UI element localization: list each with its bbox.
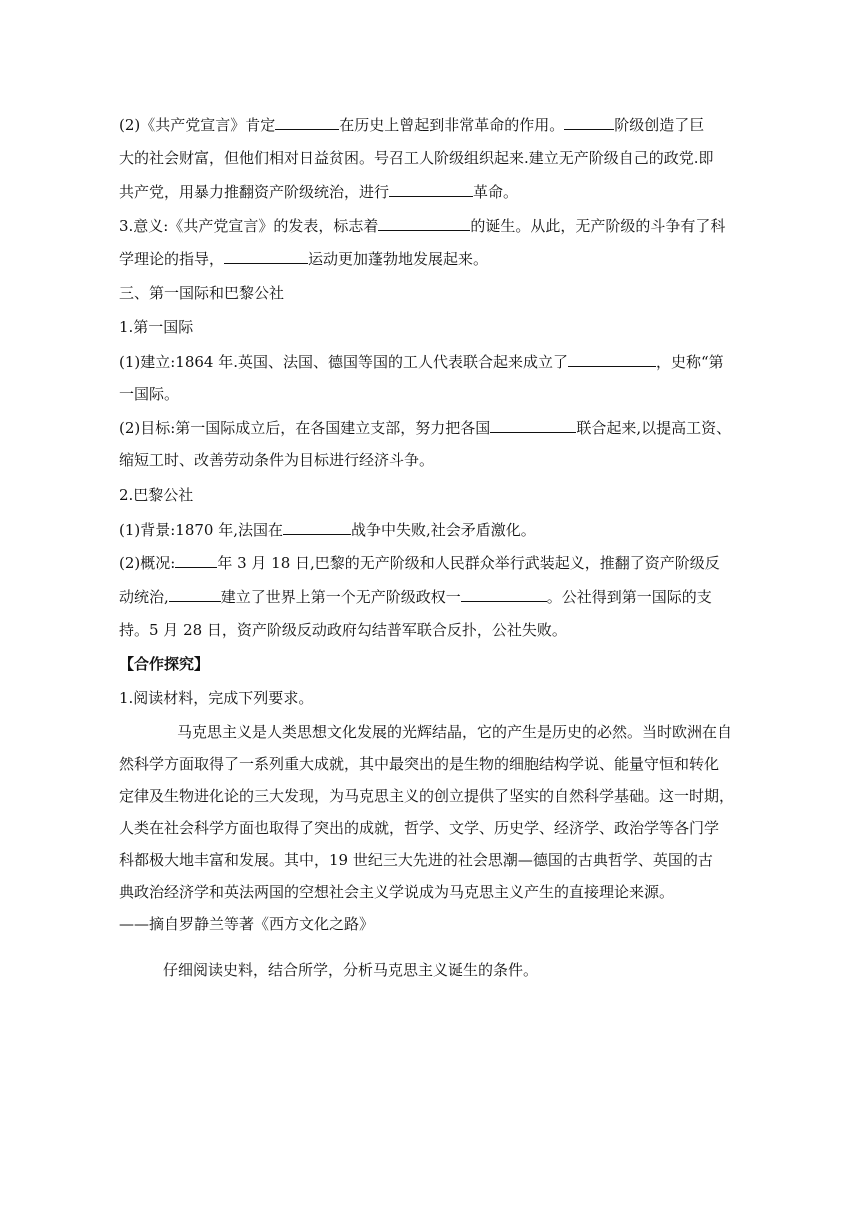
text: 定律及生物进化论的三大发现，为马克思主义的创立提供了坚实的自然科学基础。这一时期， bbox=[119, 787, 735, 805]
fill-blank[interactable] bbox=[461, 586, 547, 602]
text: 缩短工时、改善劳动条件为目标进行经济斗争。 bbox=[119, 451, 435, 469]
coop-question-1 bbox=[119, 688, 744, 708]
text: 建立了世界上第一个无产阶级政权一 bbox=[220, 588, 461, 606]
fi-goal-line-2 bbox=[119, 450, 744, 470]
fill-blank[interactable] bbox=[224, 248, 308, 264]
text: 人类在社会科学方面也取得了突出的成就，哲学、文学、历史学、经济学、政治学等各门学 bbox=[119, 819, 720, 837]
pc-overview-line-1 bbox=[119, 552, 744, 573]
fill-blank[interactable] bbox=[283, 519, 351, 535]
text: 联合起来,以提高工资、 bbox=[576, 419, 732, 437]
paris-commune-title bbox=[119, 485, 744, 505]
fi-goal-line-1 bbox=[119, 417, 744, 438]
text: 战争中失败,社会矛盾激化。 bbox=[351, 521, 536, 539]
material-line-2 bbox=[119, 754, 744, 774]
text: 1.阅读材料，完成下列要求。 bbox=[119, 689, 314, 707]
pc-overview-line-2 bbox=[119, 586, 744, 607]
text: 三、第一国际和巴黎公社 bbox=[119, 284, 285, 302]
text: 大的社会财富，但他们相对日益贫困。号召工人阶级组织起来.建立无产阶级自己的政党.即 bbox=[119, 149, 714, 167]
material-line-1 bbox=[177, 722, 744, 742]
fill-blank[interactable] bbox=[175, 552, 217, 568]
text: 持。5 月 28 日，资产阶级反动政府勾结普军联合反扑，公社失败。 bbox=[119, 621, 567, 639]
fill-blank[interactable] bbox=[564, 114, 614, 130]
q2-line-1 bbox=[119, 114, 744, 135]
q3-line-2 bbox=[119, 248, 744, 269]
material-source bbox=[119, 914, 744, 934]
text: 学理论的指导， bbox=[119, 250, 225, 268]
fill-blank[interactable] bbox=[275, 114, 339, 130]
text: 然科学方面取得了一系列重大成就，其中最突出的是生物的细胞结构学说、能量守恒和转化 bbox=[119, 755, 720, 773]
text: 运动更加蓬勃地发展起来。 bbox=[308, 250, 489, 268]
text: 在历史上曾起到非常革命的作用。 bbox=[339, 116, 565, 134]
fi-establish-line-2 bbox=[119, 384, 744, 404]
text: 【合作探究】 bbox=[119, 655, 210, 673]
pc-background-line bbox=[119, 519, 744, 540]
text: (2)概况: bbox=[119, 554, 176, 572]
section-3-title bbox=[119, 283, 744, 303]
text: ——摘自罗静兰等著《西方文化之路》 bbox=[119, 915, 375, 933]
text: 2.巴黎公社 bbox=[119, 486, 194, 504]
text: 革命。 bbox=[473, 183, 519, 201]
text: 的诞生。从此，无产阶级的斗争有了科 bbox=[470, 217, 726, 235]
fill-blank[interactable] bbox=[490, 417, 576, 433]
text: 马克思主义是人类思想文化发展的光辉结晶，它的产生是历史的必然。当时欧洲在自 bbox=[177, 723, 733, 741]
task-prompt bbox=[163, 960, 744, 980]
fill-blank[interactable] bbox=[568, 351, 656, 367]
text: 。公社得到第一国际的支 bbox=[546, 588, 712, 606]
text: 动统治, bbox=[119, 588, 169, 606]
pc-overview-line-3 bbox=[119, 620, 744, 640]
q2-line-2 bbox=[119, 148, 744, 168]
text: (2)目标:第一国际成立后，在各国建立支部，努力把各国 bbox=[119, 419, 491, 437]
text: 年 3 月 18 日,巴黎的无产阶级和人民群众举行武装起义，推翻了资产阶级反 bbox=[217, 554, 720, 572]
text: 典政治经济学和英法两国的空想社会主义学说成为马克思主义产生的直接理论来源。 bbox=[119, 883, 675, 901]
fi-establish-line-1 bbox=[119, 351, 744, 372]
text: 1.第一国际 bbox=[119, 318, 194, 336]
material-line-5 bbox=[119, 850, 744, 870]
text: (1)背景:1870 年,法国在 bbox=[119, 521, 284, 539]
text: 3.意义:《共产党宣言》的发表，标志着 bbox=[119, 217, 379, 235]
text: (1)建立:1864 年.英国、法国、德国等国的工人代表联合起来成立了 bbox=[119, 353, 569, 371]
text: ，史称“第 bbox=[656, 353, 724, 371]
fill-blank[interactable] bbox=[389, 181, 473, 197]
text: 科都极大地丰富和发展。其中，19 世纪三大先进的社会思潮—德国的古典哲学、英国的古 bbox=[119, 851, 713, 869]
q2-line-3 bbox=[119, 181, 744, 202]
text: 共产党，用暴力推翻资产阶级统治，进行 bbox=[119, 183, 390, 201]
fill-blank[interactable] bbox=[169, 586, 221, 602]
text: (2)《共产党宣言》肯定 bbox=[119, 116, 276, 134]
q3-line-1 bbox=[119, 215, 744, 236]
text: 仔细阅读史料，结合所学，分析马克思主义诞生的条件。 bbox=[163, 961, 539, 979]
cooperative-inquiry-title bbox=[119, 654, 744, 674]
text: 一国际。 bbox=[119, 385, 180, 403]
material-line-3 bbox=[119, 786, 744, 806]
first-international-title bbox=[119, 317, 744, 337]
fill-blank[interactable] bbox=[378, 215, 470, 231]
material-line-4 bbox=[119, 818, 744, 838]
text: 阶级创造了巨 bbox=[614, 116, 705, 134]
material-line-6 bbox=[119, 882, 744, 902]
